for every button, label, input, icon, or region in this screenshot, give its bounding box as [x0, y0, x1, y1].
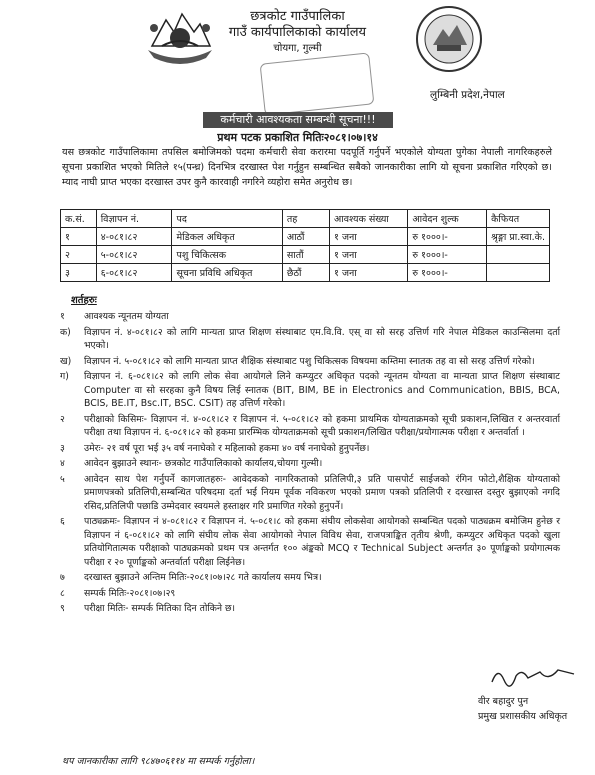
term-text: पाठ्यक्रमः- विज्ञापन नं ४-०८१।८२ र विज्ञापन नं. ५-०८१।८ को हकमा संघीय लोकसेवा आयोगको सम्बन्धित पदको पाठ्यक्रम बमोजिम हुनेछ र विज्ञापन नं ६-०८१।८२ को लागि संघीय लोक सेवा आयोगको नेपाल विविध सेवा, राजपत्राङ्कित तृतीय श्रेणी, कम्प्युटर अधिकृत पदको खुला प्रतियोगितात्मक परीक्षाको पाठ्यक्रमको प्रथम पत्र अन्तर्गत १०० अंङ्कको MCQ र Technical Subject अन्तर्गत ३० पूर्णाङ्कको प्रयोगात्मक परीक्षा र २० पूर्णाङ्कको अन्तर्वार्ता परीक्षा लिईनेछ।: [84, 516, 560, 568]
table-cell: ५-०८१।८२: [96, 246, 172, 264]
term-text: परीक्षा मितिः- सम्पर्क मितिका दिन तोकिने छ।: [84, 603, 236, 614]
terms-list: [60, 310, 560, 618]
office-name-line1: छत्रकोट गाउँपालिका: [250, 9, 345, 24]
table-cell: [487, 246, 550, 264]
table-header: आवेदन शुल्क: [408, 210, 487, 228]
term-number: ५: [60, 473, 65, 485]
list-item: [60, 571, 560, 585]
term-number: ३: [60, 442, 65, 454]
table-cell: रु १०००।-: [408, 264, 487, 282]
table-cell: सातौं: [282, 246, 329, 264]
office-address: चोयगा, गुल्मी: [273, 43, 322, 54]
term-number: ६: [60, 516, 65, 527]
table-cell: रु १०००।-: [408, 246, 487, 264]
table-header: आवश्यक संख्या: [330, 210, 408, 228]
table-cell: ६-०८१।८२: [96, 264, 172, 282]
term-text: उमेरः- २१ वर्ष पूरा भई ३५ वर्ष ननाघेको र महिलाको हकमा ४० वर्ष ननाघेको हुनुपर्नेछ।: [84, 442, 370, 454]
province-label: लुम्बिनी प्रदेश,नेपाल: [430, 89, 505, 101]
table-cell: श्रृङ्गा प्रा.स्वा.के.: [487, 228, 550, 246]
municipality-seal-icon: [415, 5, 483, 73]
table-row: [61, 264, 550, 282]
list-item: [60, 473, 560, 514]
office-name-line2: गाउँ कार्यपालिकाको कार्यालय: [228, 25, 367, 40]
table-header-row: [61, 210, 550, 228]
term-text: विज्ञापन नं. ४-०८१।८२ को लागि मान्यता प्राप्त शिक्षण संस्थाबाट एम.वि.वि. एस् वा सो सरह उत्तिर्ण गरि नेपाल मेडिकल काउन्सिलमा दर्ता भएको।: [84, 326, 560, 351]
table-cell: १ जना: [330, 264, 408, 282]
list-item: [60, 587, 560, 601]
table-cell: मेडिकल अधिकृत: [172, 228, 282, 246]
list-item: [60, 355, 560, 369]
terms-heading: शर्तहरुः: [71, 295, 97, 306]
table-cell: १ जना: [330, 228, 408, 246]
notice-title: कर्मचारी आवश्यकता सम्बन्धी सूचना!!!: [203, 112, 393, 128]
vacancy-table: [60, 209, 550, 282]
footer-contact: थप जानकारीका लागि ९८४७०६११४ मा सम्पर्क गर्नुहोला।: [62, 756, 255, 767]
term-number: १: [60, 311, 65, 322]
term-text: विज्ञापन नं. ६-०८१।८२ को लागि लोक सेवा आयोगले लिने कम्प्युटर अधिकृत पदको न्यूनतम योग्यता वा मान्यता प्राप्त शिक्षण संस्थाबाट Computer वा सो सरहका कुनै विषय लिई स्नातक (BIT, BIM, BE in Electronics and Communication, BBIS, BCA, BCIS, BE.IT, Bsc.IT, BSC. CSIT) तह उत्तिर्ण गरेको।: [84, 371, 560, 409]
term-number: ख): [60, 355, 72, 367]
term-number: ८: [60, 587, 65, 599]
notice-intro: यस छत्रकोट गाउँपालिकामा तपसिल बमोजिमको पदमा कर्मचारी सेवा करारमा पदपूर्ति गर्नुपर्ने भएकोले योग्यता पुगेका नेपाली नागरिकहरुले सूचना प्रकाशित भएको मितिले १५(पन्ध्र) दिनभित्र दरखास्त पेश गर्नुहुन सम्बन्धित सबैको जानकारीका लागि यो सूचना प्रकाशित गरिएको छ।म्याद नाघी प्राप्त भएका दरखास्त उपर कुनै कारवाही नगरिने व्यहोरा समेत अनुरोध छ।: [62, 147, 552, 188]
table-cell: २: [61, 246, 97, 264]
table-header: कैफियत: [487, 210, 550, 228]
term-text: विज्ञापन नं. ५-०८१।८२ को लागि मान्यता प्राप्त शैक्षिक संस्थाबाट पशु चिकित्सक विषयमा कम्तिमा स्नातक तह वा सो सरह उत्तिर्ण गरेको।: [84, 355, 535, 367]
list-item: [60, 442, 560, 456]
publication-date: प्रथम पटक प्रकाशित मितिः२०८१।०७।१४: [217, 131, 378, 144]
term-number: ७: [60, 572, 65, 583]
table-header: तह: [282, 210, 329, 228]
term-text: दरखास्त बुझाउने अन्तिम मितिः-२०८१।०७।२८ गते कार्यालय समय भित्र।: [84, 572, 322, 583]
table-header: पद: [172, 210, 282, 228]
term-text: परीक्षाको किसिमः- विज्ञापन नं. ४-०८१।८२ र विज्ञापन नं. ५-०८१।८२ को हकमा प्राथमिक योग्यताक्रमको सूची प्रकाशन,लिखित र अन्तरवार्ता परीक्षा तथा विज्ञापन नं. ६-०८१।८२ को हकमा प्रारम्भिक योग्यताक्रमको सूची प्रकाशन/लिखित परीक्षा/प्रयोगात्मक परीक्षा र अन्तर्वार्ता ।: [84, 413, 560, 438]
table-cell: १: [61, 228, 97, 246]
table-header: विज्ञापन नं.: [96, 210, 172, 228]
list-item: [60, 602, 560, 616]
term-number: २: [60, 413, 65, 425]
term-text: आवश्यक न्यूनतम योग्यता: [84, 311, 169, 322]
table-cell: ३: [61, 264, 97, 282]
list-item: [60, 370, 560, 411]
table-cell: रु १०००।-: [408, 228, 487, 246]
officer-name: वीर बहादुर पुन: [478, 696, 529, 707]
office-stamp-icon: [260, 52, 375, 115]
table-cell: [487, 264, 550, 282]
term-text: सम्पर्क मितिः-२०८१।०७।२९: [84, 587, 176, 599]
list-item: [60, 457, 560, 471]
list-item: [60, 515, 560, 569]
table-header: क.सं.: [61, 210, 97, 228]
table-row: [61, 246, 550, 264]
officer-designation: प्रमुख प्रशासकीय अधिकृत: [478, 711, 568, 722]
term-number: ग): [60, 371, 69, 382]
list-item: [60, 326, 560, 353]
term-number: क): [60, 326, 71, 338]
term-number: ४: [60, 458, 65, 469]
table-cell: सूचना प्रविधि अधिकृत: [172, 264, 282, 282]
table-cell: आठौं: [282, 228, 329, 246]
table-row: [61, 228, 550, 246]
term-text: आवेदन साथ पेश गर्नुपर्ने कागजातहरुः- आवेदकको नागरिकताको प्रतिलिपी,३ प्रति पासपोर्ट साईजको रंगिन फोटो,शैक्षिक योग्यताको प्रमाणपत्रको प्रतिलिपी,सम्बन्धित परिषदमा दर्ता भई नियम पूर्वक नविकरण भएको प्रमाण पत्रको प्रतिलिपी र दरखास्त दस्तुर बुझाएको नगदि रसिद,प्रतिलिपी पछाडि उम्मेदवार स्वयमले हस्ताक्षर गरि प्रमाणित गरेको हुनुपर्ने।: [84, 473, 560, 512]
table-cell: छैठौं: [282, 264, 329, 282]
table-cell: १ जना: [330, 246, 408, 264]
term-text: आवेदन बुझाउने स्थानः- छत्रकोट गाउँपालिकाको कार्यालय,चोयगा गुल्मी।: [84, 458, 323, 469]
list-item: [60, 310, 560, 324]
term-number: ९: [60, 603, 65, 614]
table-cell: पशु चिकित्सक: [172, 246, 282, 264]
list-item: [60, 413, 560, 440]
table-cell: ४-०८१।८२: [96, 228, 172, 246]
handwritten-signature: [488, 662, 578, 690]
